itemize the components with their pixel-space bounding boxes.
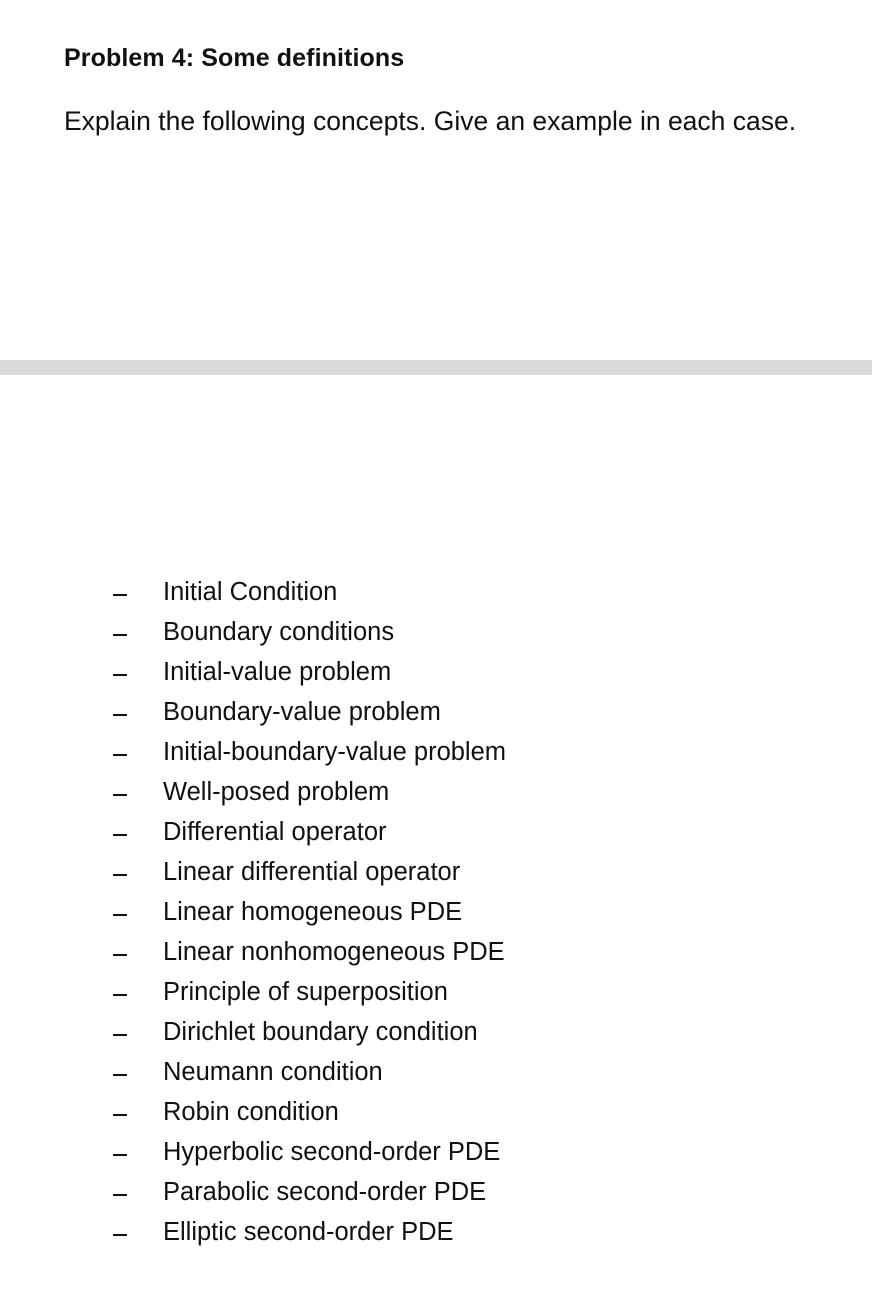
dash-bullet	[113, 834, 127, 836]
dash-bullet	[113, 994, 127, 996]
page-separator	[0, 360, 872, 375]
list-item	[0, 855, 872, 895]
dash-bullet	[113, 874, 127, 876]
list-item	[0, 935, 872, 975]
concept-text: Boundary-value problem	[163, 698, 441, 726]
concept-list	[0, 575, 872, 1255]
list-item	[0, 1055, 872, 1095]
concept-text: Elliptic second-order PDE	[163, 1218, 454, 1246]
concept-text: Principle of superposition	[163, 978, 448, 1006]
dash-bullet	[113, 914, 127, 916]
dash-bullet	[113, 1234, 127, 1236]
concept-text: Dirichlet boundary condition	[163, 1018, 478, 1046]
list-item	[0, 575, 872, 615]
dash-bullet	[113, 714, 127, 716]
dash-bullet	[113, 794, 127, 796]
dash-bullet	[113, 1074, 127, 1076]
page-top-section	[0, 0, 872, 360]
dash-bullet	[113, 634, 127, 636]
dash-bullet	[113, 594, 127, 596]
page-bottom-section	[0, 375, 872, 1316]
dash-bullet	[113, 954, 127, 956]
list-item	[0, 1175, 872, 1215]
list-item	[0, 975, 872, 1015]
concept-text: Parabolic second-order PDE	[163, 1178, 487, 1206]
list-item	[0, 1135, 872, 1175]
dash-bullet	[113, 1154, 127, 1156]
list-item	[0, 615, 872, 655]
dash-bullet	[113, 1114, 127, 1116]
list-item	[0, 1095, 872, 1135]
concept-text: Linear homogeneous PDE	[163, 898, 463, 926]
dash-bullet	[113, 674, 127, 676]
dash-bullet	[113, 1034, 127, 1036]
list-item	[0, 1215, 872, 1255]
concept-text: Linear nonhomogeneous PDE	[163, 938, 505, 966]
list-item	[0, 735, 872, 775]
problem-title: Problem 4: Some definitions	[64, 44, 405, 72]
concept-text: Initial-boundary-value problem	[163, 738, 507, 766]
concept-text: Hyperbolic second-order PDE	[163, 1138, 501, 1166]
dash-bullet	[113, 754, 127, 756]
list-item	[0, 815, 872, 855]
concept-text: Linear differential operator	[163, 858, 461, 886]
dash-bullet	[113, 1194, 127, 1196]
list-item	[0, 775, 872, 815]
concept-text: Initial-value problem	[163, 658, 392, 686]
problem-instructions: Explain the following concepts. Give an example in each case.	[64, 106, 797, 136]
list-item	[0, 695, 872, 735]
concept-text: Well-posed problem	[163, 778, 390, 806]
list-item	[0, 895, 872, 935]
concept-text: Robin condition	[163, 1098, 339, 1126]
concept-text: Initial Condition	[163, 578, 338, 606]
list-item	[0, 1015, 872, 1055]
concept-text: Boundary conditions	[163, 618, 395, 646]
list-item	[0, 655, 872, 695]
concept-text: Neumann condition	[163, 1058, 383, 1086]
concept-text: Differential operator	[163, 818, 387, 846]
